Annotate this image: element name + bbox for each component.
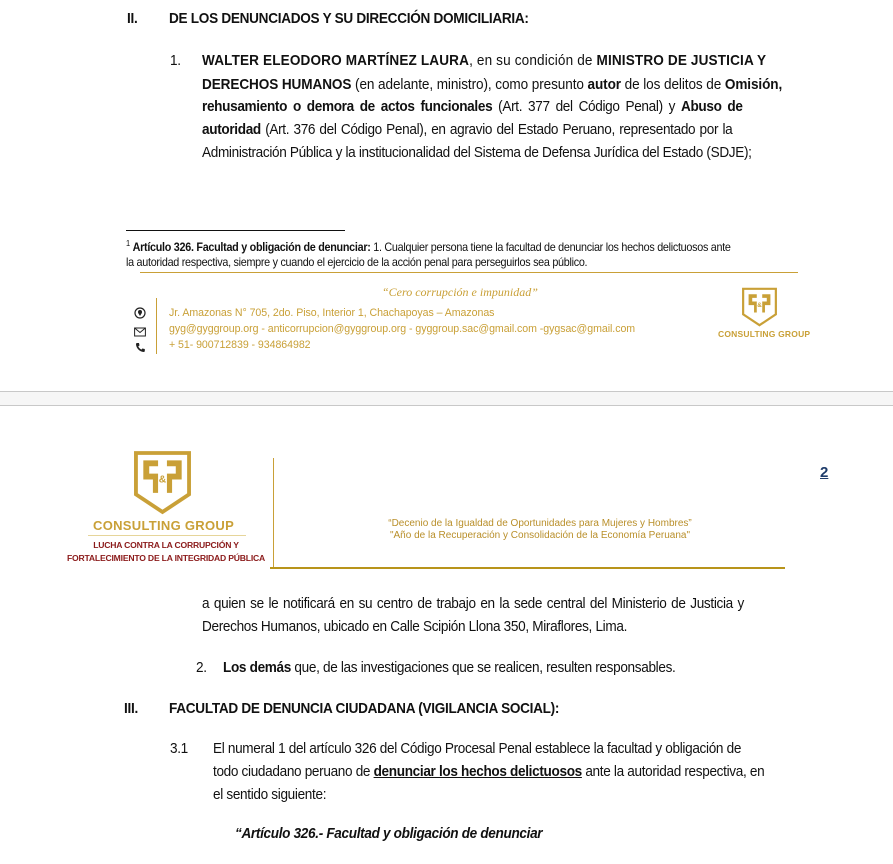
header-divider [270, 567, 785, 569]
item-1-line-2 [202, 77, 782, 93]
location-icon [134, 306, 146, 318]
footnote-line-1 [126, 239, 731, 254]
page-break [0, 391, 893, 406]
item-3-1-line-1: El numeral 1 del artículo 326 del Código Procesal Penal establece la facultad y obligación de [213, 741, 742, 757]
header-tagline-line-2: FORTALECIMIENTO DE LA INTEGRIDAD PÚBLICA [66, 553, 266, 563]
footer-divider [140, 272, 798, 273]
footer-vertical-divider [156, 298, 157, 354]
footnote-text: 1. Cualquier persona tiene la facultad de denunciar los hechos delictuosos ante [370, 240, 731, 254]
bold-span: DERECHOS HUMANOS [202, 77, 352, 93]
footnote-marker: 1 [126, 239, 130, 248]
decenio-line-1: “Decenio de la Igualdad de Oportunidades para Mujeres y Hombres” [388, 518, 692, 529]
header-tagline-line-1: LUCHA CONTRA LA CORRUPCIÓN Y [93, 540, 239, 550]
bold-span: autoridad [202, 122, 261, 138]
text-span: que, de las investigaciones que se realicen, resulten responsables. [290, 660, 676, 676]
section-3-number: III. [124, 701, 138, 717]
quote-title: “Artículo 326.- Facultad y obligación de denunciar [235, 826, 543, 842]
text-span: , en su condición de [469, 53, 597, 69]
header-vertical-divider [273, 458, 274, 568]
header-logo-text: CONSULTING GROUP [93, 518, 235, 533]
bold-span: Abuso de [680, 99, 743, 115]
item-1-line-5: Administración Pública y la institucionalidad del Sistema de Defensa Jurídica del Estado (SDJE); [202, 145, 752, 161]
item-3-1-line-2 [213, 764, 764, 780]
section-2-number: II. [127, 11, 138, 27]
header-logo-underline [88, 535, 246, 536]
section-3-title: FACULTAD DE DENUNCIA CIUDADANA (VIGILANCIA SOCIAL): [169, 701, 560, 717]
item-1-line-4 [202, 122, 732, 138]
footer-logo-text: CONSULTING GROUP [718, 329, 811, 339]
item-1-number: 1. [170, 53, 181, 69]
underlined-phrase: denunciar los hechos delictuosos [373, 764, 582, 780]
mail-icon [134, 324, 146, 334]
text-span: (Art. 377 del Código Penal) y [492, 99, 681, 115]
continuation-line-2: Derechos Humanos, ubicado en Calle Scipión Llona 350, Miraflores, Lima. [202, 619, 628, 635]
footer-emails[interactable]: gyg@gyggroup.org - anticorrupcion@gyggroup.org - gyggroup.sac@gmail.com -gygsac@gmail.com [169, 323, 636, 335]
item-1-line-1 [202, 53, 766, 69]
footnote-line-2: la autoridad respectiva, siempre y cuando el ejercicio de la acción penal para perseguirlos sea público. [126, 256, 588, 269]
svg-text:&: & [757, 302, 762, 309]
text-span: todo ciudadano peruano de [213, 764, 374, 780]
continuation-line-1: a quien se le notificará en su centro de trabajo en la sede central del Ministerio de Justicia y [202, 596, 745, 612]
svg-text:&: & [158, 474, 167, 486]
item-2-number: 2. [196, 660, 207, 676]
footnote-separator [126, 230, 345, 231]
bold-span: Los demás [223, 660, 291, 676]
footer-address: Jr. Amazonas N° 705, 2do. Piso, Interior 1, Chachapoyas – Amazonas [169, 307, 495, 319]
text-span: ante la autoridad respectiva, en [581, 764, 765, 780]
section-2-title: DE LOS DENUNCIADOS Y SU DIRECCIÓN DOMICILIARIA: [169, 11, 529, 27]
bold-span: MINISTRO DE JUSTICIA Y [596, 53, 767, 69]
text-span: (Art. 376 del Código Penal), en agravio del Estado Peruano, representado por la [260, 122, 733, 138]
bold-span: rehusamiento o demora de actos funcionales [202, 99, 493, 115]
item-3-1-line-3: el sentido siguiente: [213, 787, 327, 803]
footer-logo-monogram [741, 287, 778, 327]
header-logo-monogram [133, 450, 192, 515]
page-number: 2 [820, 464, 829, 481]
decenio-line-2: "Año de la Recuperación y Consolidación de la Economía Peruana" [389, 530, 691, 541]
text-span: (en adelante, ministro), como presunto [351, 77, 588, 93]
footer-slogan: “Cero corrupción e impunidad” [382, 285, 538, 299]
item-2-text [223, 660, 676, 676]
accused-name: WALTER ELEODORO MARTÍNEZ LAURA [202, 53, 470, 69]
footnote-title: Artículo 326. Facultad y obligación de denunciar: [132, 240, 371, 254]
phone-icon [135, 340, 146, 351]
item-3-1-number: 3.1 [170, 741, 188, 757]
bold-span: Omisión, [724, 77, 783, 93]
text-span: de los delitos de [620, 77, 725, 93]
footer-phones: + 51- 900712839 - 934864982 [169, 339, 311, 351]
item-1-line-3 [202, 99, 743, 115]
bold-span: autor [587, 77, 621, 93]
